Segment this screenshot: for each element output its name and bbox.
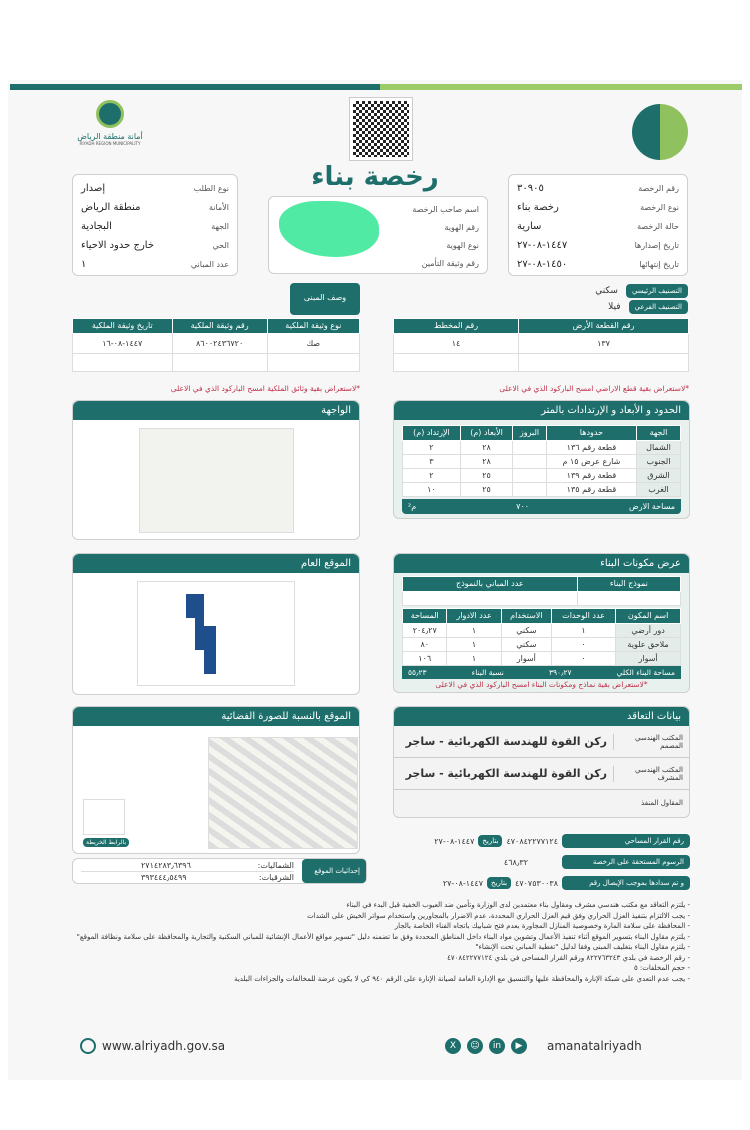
cell: ٢٨ [460,441,512,455]
satellite-image[interactable] [208,737,358,849]
cell: صك [267,334,359,354]
term-item: - يجب عدم التعدي على شبكة الإنارة والمحافظة عليها والتنسيق مع الإدارة العامة لصيانة الإنارة على الرقم ٩٤٠ كي لا يكون عرضة للمخالفات والجزاءات البلدية [234,974,690,983]
municipality-name: أمانة منطقة الرياض [77,132,143,141]
expiry-date: ١٤٥٠-٠٨-٢٧ [517,259,568,270]
table-row [403,441,681,455]
cell: ٢ [403,441,461,455]
label: رقم الهوية [444,222,479,232]
column-header: نوع وثيقة الملكية [267,319,359,334]
term-item: - يلتزم التعاقد مع مكتب هندسي مشرف ومقاول بناء معتمدين لدى الوزارة وتأمين ضد العيوب الخفية قبل البدء في البناء [346,901,690,909]
cell: ١٤ [394,334,519,354]
cell: ١ [447,624,501,638]
label: الشماليات: [257,861,294,870]
area-unit: م² [408,502,417,511]
term-item: - يجب الالتزام بتنفيذ العزل الحراري وفق قيم العزل الحراري المحددة، عدم الاضرار بالمجاورين واستخدام سواتر الخيش على الشدات [307,911,690,920]
contract-panel [393,706,690,818]
cell: ٠ [551,638,615,652]
cell: ٨٠ [403,638,447,652]
table-row [403,652,681,666]
table-row [403,483,681,497]
cell: أسوار [501,652,551,666]
cell: ملاحق علوية [616,638,681,652]
license-number: ٣٠٩٠٥ [517,183,544,194]
ministry-logo [632,104,688,160]
scan-note: *لاستعراض بقية وثائق الملكية امسح الباركود الذي في الاعلى [170,384,360,393]
cell [513,469,547,483]
cell [267,354,359,372]
cell [403,592,578,606]
header-stripe-accent [380,84,742,90]
youtube-icon[interactable]: ▶ [511,1038,527,1054]
cell: الشمال [636,441,680,455]
term-item: - حجم المخلفات: ٥ [633,964,690,972]
column-header: رقم القطعة الأرض [519,319,689,334]
table-row [394,354,689,372]
column-header: الإرتداد (م) [403,426,461,441]
cell: ١٠٦ [403,652,447,666]
sub-class-label: التصنيف الفرعي [629,300,688,314]
column-header: عدد الوحدات [551,609,615,624]
label: الأمانة [208,203,229,212]
cell [172,354,267,372]
column-header: الاستخدام [501,609,551,624]
cell: قطعة رقم ١٣٥ [546,483,636,497]
label: الجهة [211,222,229,231]
ratio-label: نسبة البناء [471,668,504,677]
table-row [394,334,689,354]
table-row [403,624,681,638]
column-header: الأبعاد (م) [460,426,512,441]
label: رقم الرخصة [638,184,679,193]
panel-title: بيانات التعاقد [394,707,689,726]
panel-title: الموقع العام [73,554,359,573]
panel-title: الواجهة [73,401,359,420]
cell: دور أرضي [616,624,681,638]
social-handle: amanatalriyadh [547,1039,642,1053]
cell: ٠ [551,652,615,666]
label: رقم القرار المساحي [562,834,690,848]
cell [513,441,547,455]
area-label: مساحة الارض [629,502,675,511]
cell: ١ [447,652,501,666]
cell [519,354,689,372]
cell: ١٣٧ [519,334,689,354]
fees-section [393,832,690,895]
linkedin-icon[interactable]: in [489,1038,505,1054]
cell: ٢٠٤٫٢٧ [403,624,447,638]
table-row [403,638,681,652]
snapchat-icon[interactable]: ☺ [467,1038,483,1054]
label: و تم سدادها بموجب الإيصال رقم [562,876,690,890]
ratio-value: ٥٥٫٢٣ [408,668,427,677]
main-class-label: التصنيف الرئيسي [626,284,688,298]
cell: ١٠ [403,483,461,497]
issue-date: ١٤٤٧-٠٨-٢٧ [517,240,568,251]
terms-list [70,900,690,984]
label: تاريخ إصدارها [634,241,679,250]
panel-title: الموقع بالنسبة للصورة الفضائية [73,707,359,726]
east-coordinate: ٣٩٣٤٤٤٫٥٤٩٩ [141,873,187,882]
fees-amount: ٤٦٨٫٣٢ [503,857,528,867]
cell: قطعة رقم ١٣٩ [546,469,636,483]
label: حالة الرخصة [637,222,679,231]
cell: الشرق [636,469,680,483]
panel-title: عرض مكونات البناء [394,554,689,573]
coordinates-box [72,858,367,884]
site-panel [72,553,360,695]
label: رقم وثيقة التأمين [421,258,479,268]
label: الرسوم المستحقة على الرخصة [562,855,690,869]
cell [394,354,519,372]
map-thumbnail[interactable] [83,799,125,835]
table-row [73,334,360,354]
scan-note: *لاستعراض بقية نماذج ومكونات البناء امسح الباركود الذي في الاعلى [435,680,648,689]
column-header: نموذج البناء [577,577,680,592]
website[interactable] [80,1038,225,1054]
table-row [403,469,681,483]
table-row [73,354,360,372]
x-icon[interactable]: X [445,1038,461,1054]
label: نوع الرخصة [640,203,679,212]
municipality-logo [70,100,150,146]
license-type: رخصة بناء [517,202,559,213]
cell [577,592,680,606]
label: الحي [212,241,229,250]
facade-panel [72,400,360,540]
cell: ١ [447,638,501,652]
social-links [445,1038,642,1054]
supervising-office: ركن القوة للهندسة الكهربائية - ساجر [405,767,607,780]
column-header: المساحة [403,609,447,624]
district: خارج حدود الاحياء [81,240,155,251]
column-header: الجهة [636,426,680,441]
facade-drawing[interactable] [139,428,294,533]
label: نوع الطلب [193,184,229,193]
cell: الجنوب [636,455,680,469]
website-url[interactable]: www.alriyadh.gov.sa [102,1039,226,1053]
deed-table [72,318,360,372]
cell: سكني [501,624,551,638]
municipality: منطقة الرياض [81,202,141,213]
cell [73,354,173,372]
components-panel [393,553,690,693]
term-item: - يلتزم مقاول البناء بتسوير الموقع أثناء تنفيذ الأعمال وتشوين مواد البناء داخل المناطق المحددة وفق ما تضمنه دليل "تسوير مواقع الأعمال الإنشائية للمباني السكنية والتجارية والمحافظة على سلامة ونظافة الموقع" [76,932,690,941]
table-row [403,455,681,469]
column-header: رقم وثيقة الملكية [172,319,267,334]
column-header: عدد المباني بالنموذج [403,577,578,592]
plot-table [393,318,689,372]
owner-info-box [268,196,488,274]
label: تاريخ إنتهائها [639,260,679,269]
building-description-tab[interactable]: وصف المبنى [290,283,360,315]
receipt-number: ٤٧٠٧٥٣٠٠٣٨ [515,878,558,888]
boundaries-panel [393,400,690,519]
qr-code[interactable] [350,98,412,160]
term-item: - يلتزم مقاول البناء بتغليف المبنى وفقا لدليل "تغطية المباني تحت الإنشاء" [475,943,690,951]
term-item: - المحافظة على سلامة المارة وخصوصية المنازل المجاورة بعدم فتح شبابيك باتجاه الفناء الخاصة بالجار [394,922,690,930]
north-coordinate: ٢٧١٤٢٨٣٫٦٣٩٦ [141,861,191,870]
label: اسم صاحب الرخصة [412,204,479,214]
main-class-value: سكني [595,286,618,296]
cell: ١٤٤٧-٠٨-١٦ [73,334,173,354]
area-value: ٧٠٠ [516,502,530,511]
cell [513,455,547,469]
cell: سكني [501,638,551,652]
building-count: ١ [81,259,87,270]
header-stripe [10,84,380,90]
license-info-box [508,174,688,276]
label: المكتب الهندسي المشرف [613,766,683,782]
design-office: ركن القوة للهندسة الكهربائية - ساجر [405,735,607,748]
cell: ١ [551,624,615,638]
column-header: البروز [513,426,547,441]
label: المقاول المنفذ [641,799,683,807]
decision-date: ١٤٤٧-٠٨-٢٧ [434,836,475,846]
cell: شارع عرض ١٥ م [546,455,636,469]
cell: ٢ [403,469,461,483]
map-link[interactable]: بالرابط الخريطة [83,838,129,847]
label: المكتب الهندسي المصمم [613,734,683,750]
column-header: اسم المكون [616,609,681,624]
request-info-box [72,174,238,276]
classification [450,284,688,314]
page-title: رخصة بناء [311,162,439,192]
sub-class-value: فيلا [608,302,621,312]
cell: الغرب [636,483,680,497]
authority: البجادية [81,221,112,232]
satellite-panel [72,706,360,854]
cell [513,483,547,497]
cell: ٨٦٠٠٢٤٣٦٧٢٠ [172,334,267,354]
site-plan-drawing[interactable] [137,581,295,686]
label: الشرقيات: [258,873,294,882]
municipality-name-en: RIYADH REGION MUNICIPALITY [79,141,141,146]
label: عدد المباني [190,260,229,269]
total-area: ٣٩٠٫٢٧ [548,668,572,677]
cell: قطعة رقم ١٣٦ [546,441,636,455]
cell: أسوار [616,652,681,666]
survey-decision-number: ٤٧٠٨٤٢٢٧٧١٢٤ [506,836,558,846]
receipt-date: ١٤٤٧-٠٨-٢٧ [442,878,483,888]
total-area-label: مساحة البناء الكلي [616,668,675,677]
cell: ٢٨ [460,455,512,469]
column-header: تاريخ وثيقة الملكية [73,319,173,334]
cell: ٢٥ [460,483,512,497]
panel-title: الحدود و الأبعاد و الإرتدادات بالمتر [394,401,689,420]
scan-note: *لاستعراض بقية قطع الاراضي امسح الباركود الذي في الاعلى [499,384,689,393]
column-header: رقم المخطط [394,319,519,334]
label: بتاريخ [487,877,511,889]
label: بتاريخ [478,835,502,847]
request-type: إصدار [81,183,106,194]
term-item: - رقم الرخصة في بلدي ٨٢٢٧٦٣٢٤٣ ورقم القرار المساحي في بلدي ٤٧٠٨٤٢٢٧٧١٢٤ [447,953,690,962]
coordinates-label: إحداثيات الموقع [302,859,366,883]
cell: ٣ [403,455,461,469]
license-status: سارية [517,221,542,232]
column-header: حدودها [546,426,636,441]
globe-icon [80,1038,96,1054]
label: نوع الهوية [446,240,479,250]
cell: ٢٥ [460,469,512,483]
column-header: عدد الادوار [447,609,501,624]
